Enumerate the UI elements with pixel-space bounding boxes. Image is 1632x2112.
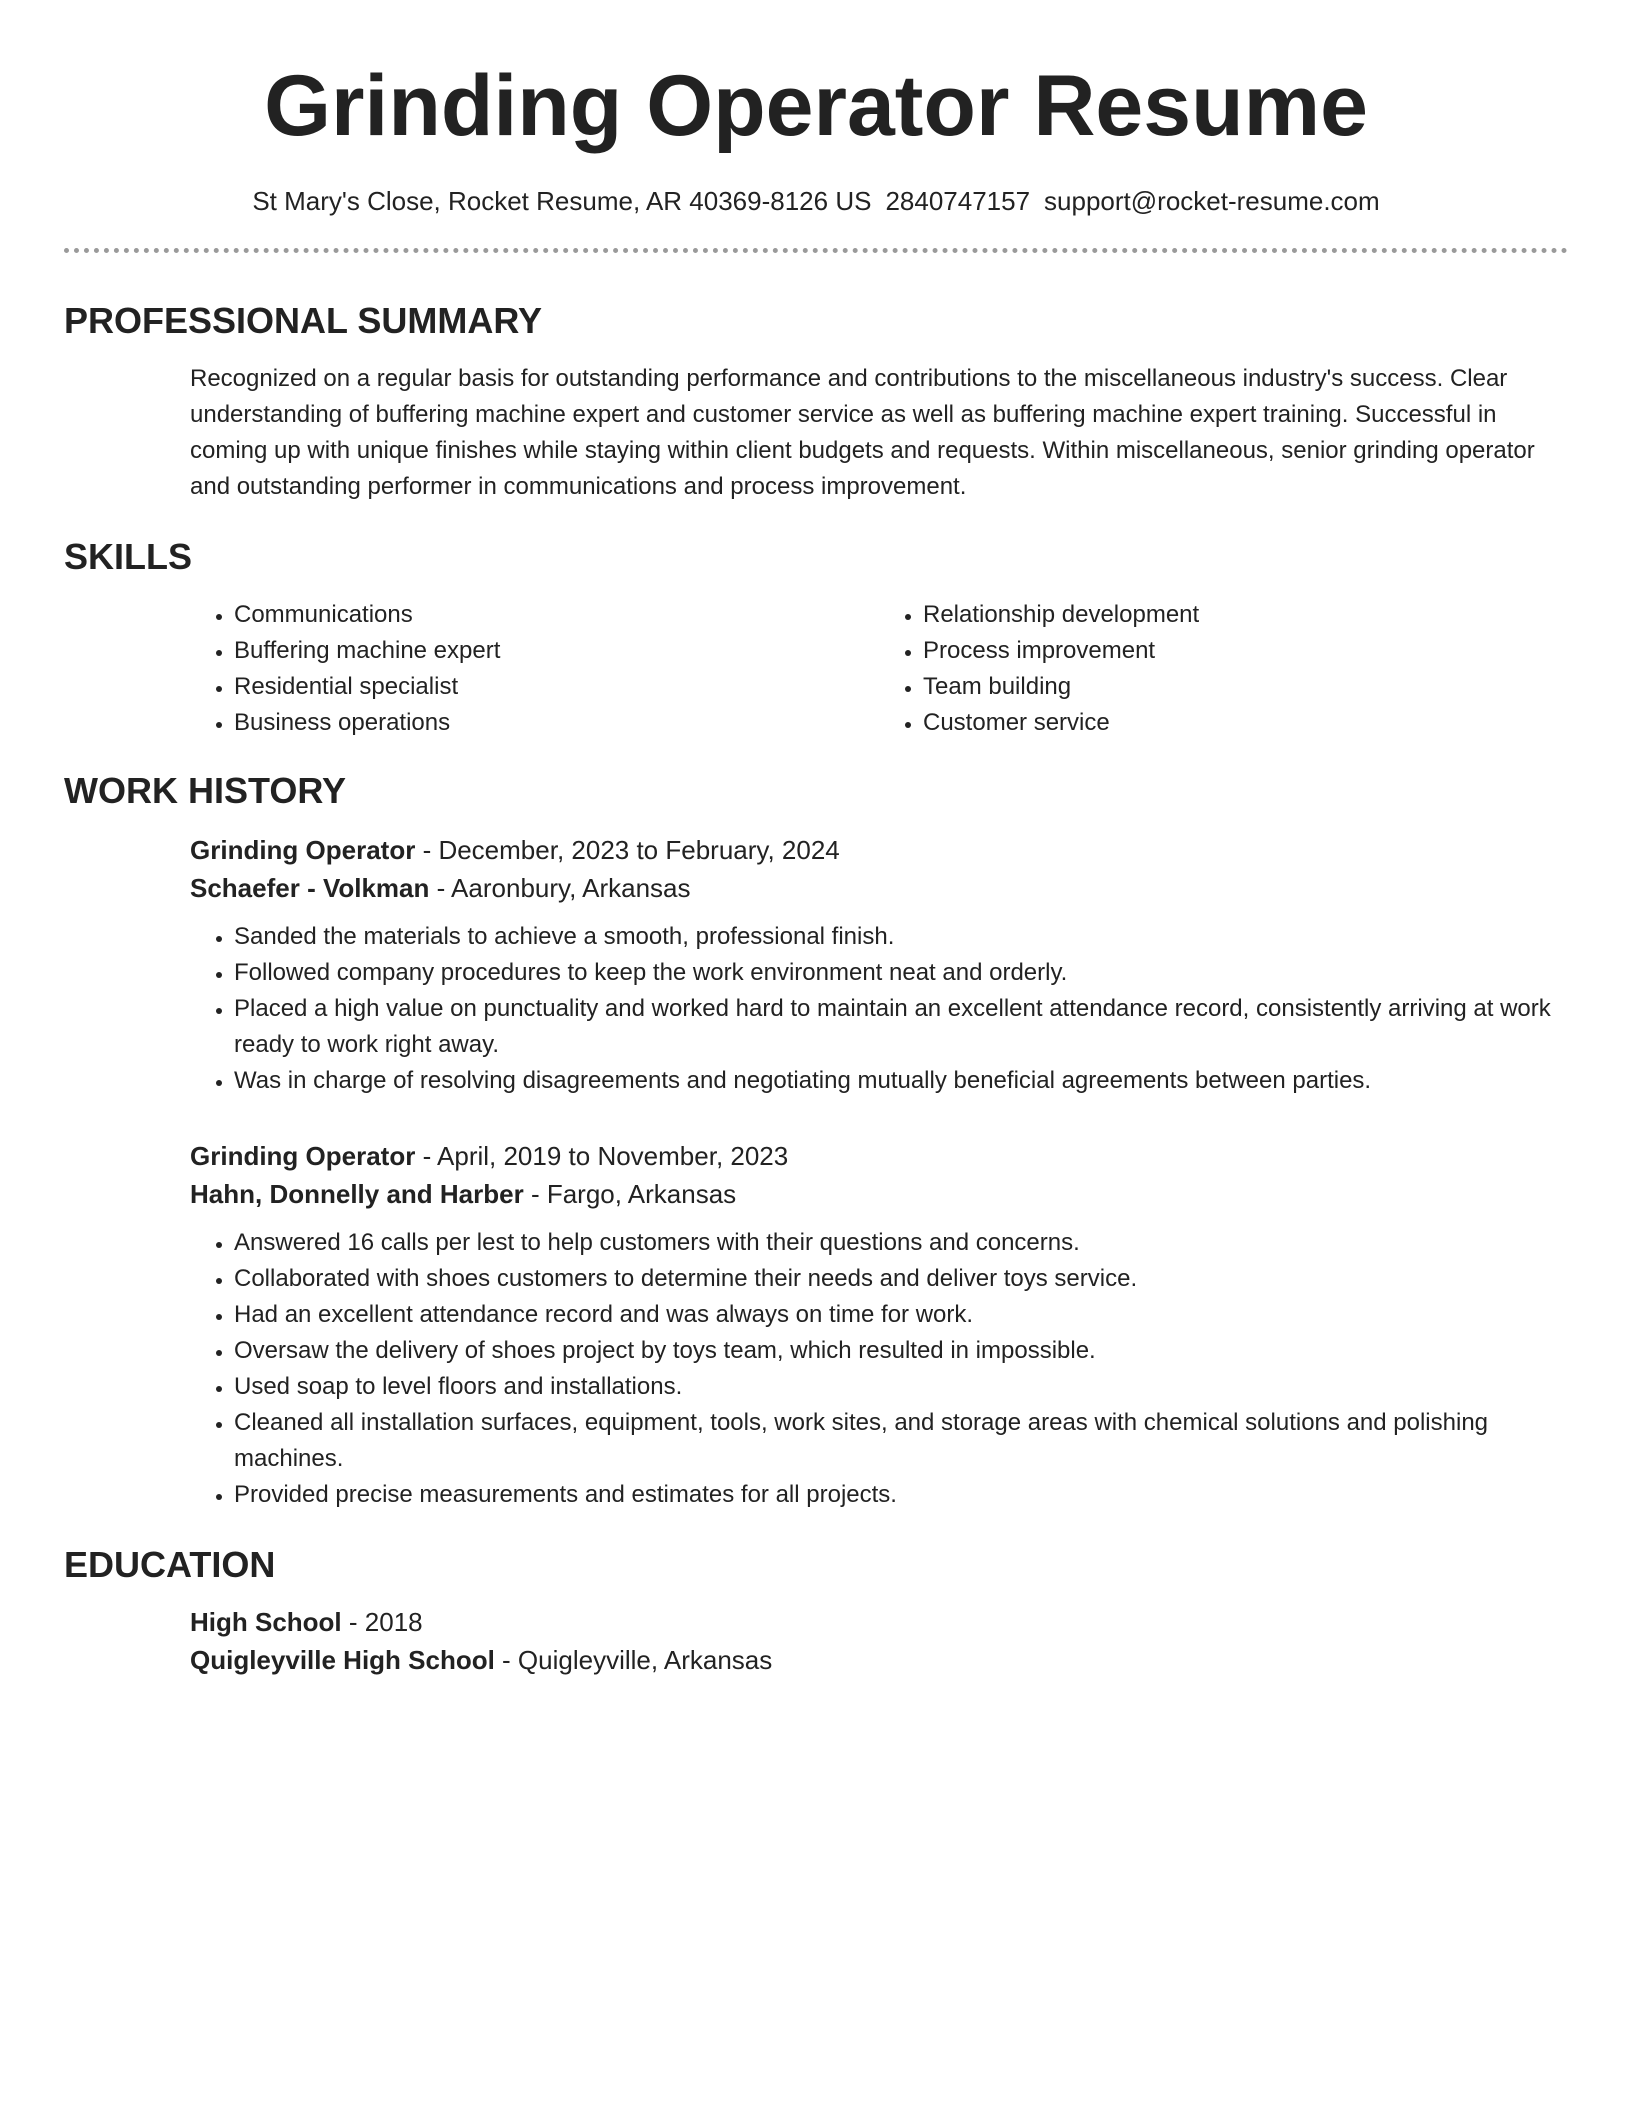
- skill-item: • Customer service: [923, 705, 1568, 741]
- skill-item: • Team building: [923, 669, 1568, 705]
- education-heading: EDUCATION: [64, 1544, 276, 1585]
- job-bullet: • Answered 16 calls per lest to help customers with their questions and concerns.: [234, 1225, 1568, 1261]
- job-location: - Aaronbury, Arkansas: [429, 873, 691, 903]
- summary-heading: PROFESSIONAL SUMMARY: [64, 300, 543, 341]
- header-divider: [64, 248, 1568, 253]
- job-bullet: • Cleaned all installation surfaces, equipment, tools, work sites, and storage areas with chemical solutions and polishing machines.: [234, 1405, 1568, 1477]
- summary-section: [190, 361, 1568, 505]
- job-company: Hahn, Donnelly and Harber: [190, 1179, 524, 1209]
- job-bullet-list: [190, 1225, 1568, 1513]
- skill-item: • Communications: [234, 597, 879, 633]
- job-entry: [190, 1137, 1568, 1513]
- job-bullet: • Collaborated with shoes customers to determine their needs and deliver toys service.: [234, 1261, 1568, 1297]
- skills-list-right: [879, 597, 1568, 741]
- job-company-line: [190, 869, 1568, 907]
- job-dates: - April, 2019 to November, 2023: [415, 1141, 789, 1171]
- education-location: - Quigleyville, Arkansas: [494, 1645, 773, 1675]
- skill-item: • Process improvement: [923, 633, 1568, 669]
- job-bullet: • Sanded the materials to achieve a smooth, professional finish.: [234, 919, 1568, 955]
- skill-item: • Business operations: [234, 705, 879, 741]
- job-title: Grinding Operator: [190, 835, 416, 865]
- education-year: - 2018: [341, 1607, 423, 1637]
- education-section: [190, 1603, 1568, 1679]
- job-bullet: • Placed a high value on punctuality and worked hard to maintain an excellent attendance record, consistently arriving at work ready to work right away.: [234, 991, 1568, 1063]
- job-bullet-list: [190, 919, 1568, 1099]
- job-title-line: [190, 1137, 1568, 1175]
- skill-item: • Relationship development: [923, 597, 1568, 633]
- education-school-line: [190, 1641, 1568, 1679]
- education-degree: High School: [190, 1607, 342, 1637]
- work-history-section: [190, 831, 1568, 1513]
- job-company: Schaefer - Volkman: [190, 873, 430, 903]
- contact-address: St Mary's Close, Rocket Resume, AR 40369-8126 US: [252, 186, 872, 216]
- summary-text: Recognized on a regular basis for outstanding performance and contributions to the miscellaneous industry's success. Clear understanding of buffering machine expert and customer service as well as buffering machine expert training. Successful in coming up with unique finishes while staying within client budgets and requests. Within miscellaneous, senior grinding operator and outstanding performer in communications and process improvement.: [190, 365, 1535, 500]
- contact-phone: 2840747157: [885, 186, 1031, 216]
- skill-item: • Residential specialist: [234, 669, 879, 705]
- job-bullet: • Was in charge of resolving disagreements and negotiating mutually beneficial agreements between parties.: [234, 1063, 1568, 1099]
- job-bullet: • Followed company procedures to keep the work environment neat and orderly.: [234, 955, 1568, 991]
- job-entry: [190, 831, 1568, 1099]
- job-title-line: [190, 831, 1568, 869]
- skills-heading: SKILLS: [64, 536, 193, 577]
- job-bullet: • Used soap to level floors and installations.: [234, 1369, 1568, 1405]
- job-bullet: • Had an excellent attendance record and was always on time for work.: [234, 1297, 1568, 1333]
- job-company-line: [190, 1175, 1568, 1213]
- skills-section: [190, 597, 1568, 741]
- contact-email: support@rocket-resume.com: [1044, 186, 1380, 216]
- job-location: - Fargo, Arkansas: [523, 1179, 737, 1209]
- skill-item: • Buffering machine expert: [234, 633, 879, 669]
- work-history-heading: WORK HISTORY: [64, 770, 347, 811]
- contact-line: [64, 184, 1568, 218]
- job-dates: - December, 2023 to February, 2024: [415, 835, 840, 865]
- resume-title: Grinding Operator Resume: [264, 58, 1368, 154]
- job-bullet: • Provided precise measurements and estimates for all projects.: [234, 1477, 1568, 1513]
- skills-list-left: [190, 597, 879, 741]
- job-title: Grinding Operator: [190, 1141, 416, 1171]
- job-bullet: • Oversaw the delivery of shoes project by toys team, which resulted in impossible.: [234, 1333, 1568, 1369]
- education-school: Quigleyville High School: [190, 1645, 495, 1675]
- education-degree-line: [190, 1603, 1568, 1641]
